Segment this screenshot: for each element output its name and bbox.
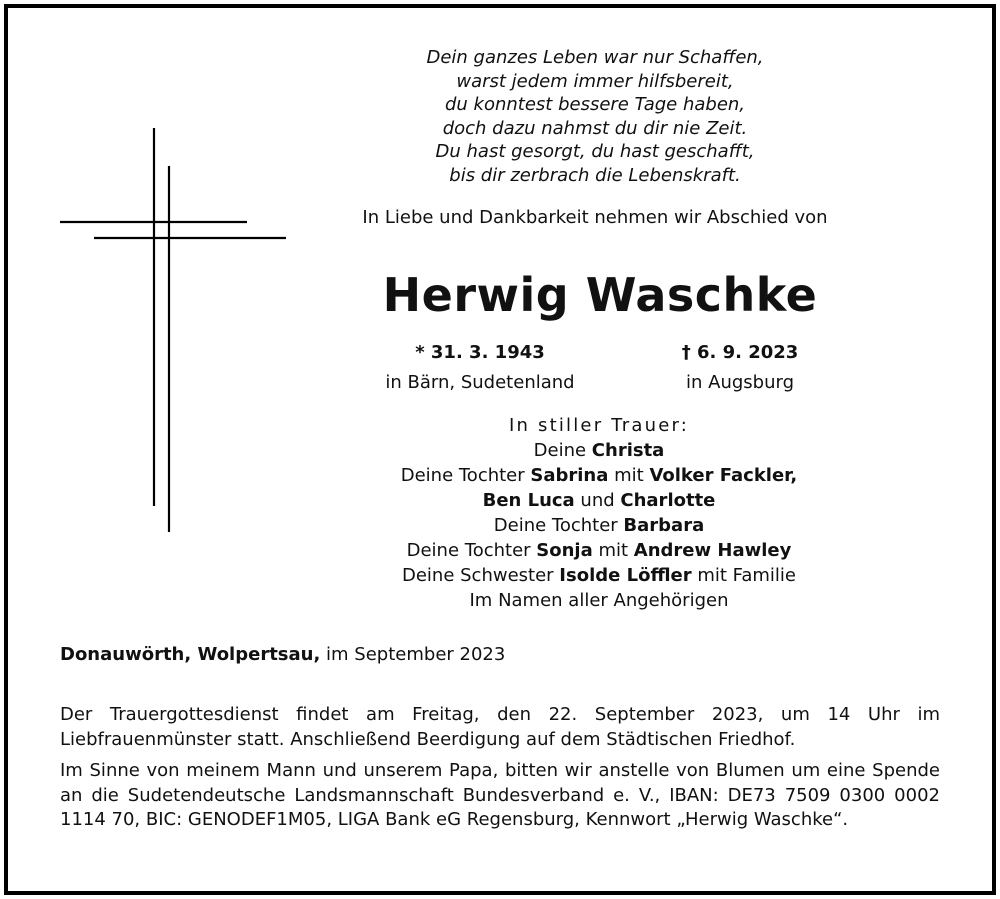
poem-line: warst jedem immer hilfsbereit, xyxy=(456,70,734,92)
mourner-line: Im Namen aller Angehörigen xyxy=(469,590,729,611)
poem xyxy=(300,46,890,187)
mourner-connector: mit xyxy=(608,465,650,486)
mourner-connector: mit xyxy=(592,540,634,561)
mourner-name: Christa xyxy=(591,440,665,461)
poem-line: doch dazu nahmst du dir nie Zeit. xyxy=(442,117,748,139)
deceased-name: Herwig Waschke xyxy=(382,268,818,322)
mourner-relation: Deine Schwester xyxy=(401,565,560,586)
mourners-heading: In stiller Trauer: xyxy=(508,415,690,436)
mourner-line xyxy=(300,438,898,463)
mourner-line xyxy=(300,513,898,538)
poem-line: Dein ganzes Leben war nur Schaffen, xyxy=(426,47,764,68)
mourner-line xyxy=(300,488,898,513)
poem-line: bis dir zerbrach die Lebenskraft. xyxy=(449,164,741,186)
intro-text: In Liebe und Dankbarkeit nehmen wir Abschied von xyxy=(362,207,828,228)
place-and-date xyxy=(60,644,505,665)
death-date: † 6. 9. 2023 xyxy=(681,342,799,363)
mourner-name: Ben Luca xyxy=(482,490,575,511)
poem-line: Du hast gesorgt, du hast geschafft, xyxy=(435,141,755,162)
mourner-name: Andrew Hawley xyxy=(633,540,792,561)
mourners-list xyxy=(300,413,898,613)
cross-icon xyxy=(56,128,292,538)
poem-line: du konntest bessere Tage haben, xyxy=(444,94,746,115)
mourner-suffix: mit Familie xyxy=(691,565,797,586)
mourner-relation: Deine Tochter xyxy=(406,540,537,561)
mourner-name: Sonja xyxy=(536,540,593,561)
mourner-name: Isolde Löffler xyxy=(559,565,692,586)
mourner-line xyxy=(300,538,898,563)
mourner-name: Sabrina xyxy=(530,465,609,486)
place-towns: Donauwörth, Wolpertsau, xyxy=(60,644,321,665)
birth-place: in Bärn, Sudetenland xyxy=(385,372,575,393)
mourner-line xyxy=(300,463,898,488)
mourner-connector: und xyxy=(574,490,621,511)
death-place: in Augsburg xyxy=(686,372,794,393)
birth-info xyxy=(355,338,605,398)
birth-date: * 31. 3. 1943 xyxy=(415,342,545,363)
mourner-name: Barbara xyxy=(623,515,705,536)
mourner-name: Volker Fackler, xyxy=(649,465,798,486)
mourner-relation: Deine Tochter xyxy=(493,515,624,536)
donation-paragraph: Im Sinne von meinem Mann und unserem Papa, bitten wir anstelle von Blumen um eine Spende an die Sudetendeutsche Landsmannschaft Bundesverband e. V., IBAN: DE73 7509 0300 0002 1114 70, BIC: GENODEF1M05, LIGA Bank eG Regensburg, Kennwort „Herwig Waschke“. xyxy=(60,760,940,830)
service-paragraph: Der Trauergottesdienst findet am Freitag, den 22. September 2023, um 14 Uhr im Liebfrauenmünster statt. Anschließend Beerdigung auf dem Städtischen Friedhof. xyxy=(60,704,940,750)
mourner-relation: Deine Tochter xyxy=(400,465,531,486)
mourner-line xyxy=(300,563,898,588)
mourner-name: Charlotte xyxy=(620,490,716,511)
death-info xyxy=(640,338,840,398)
mourner-relation: Deine xyxy=(533,440,592,461)
place-date: im September 2023 xyxy=(320,644,506,665)
